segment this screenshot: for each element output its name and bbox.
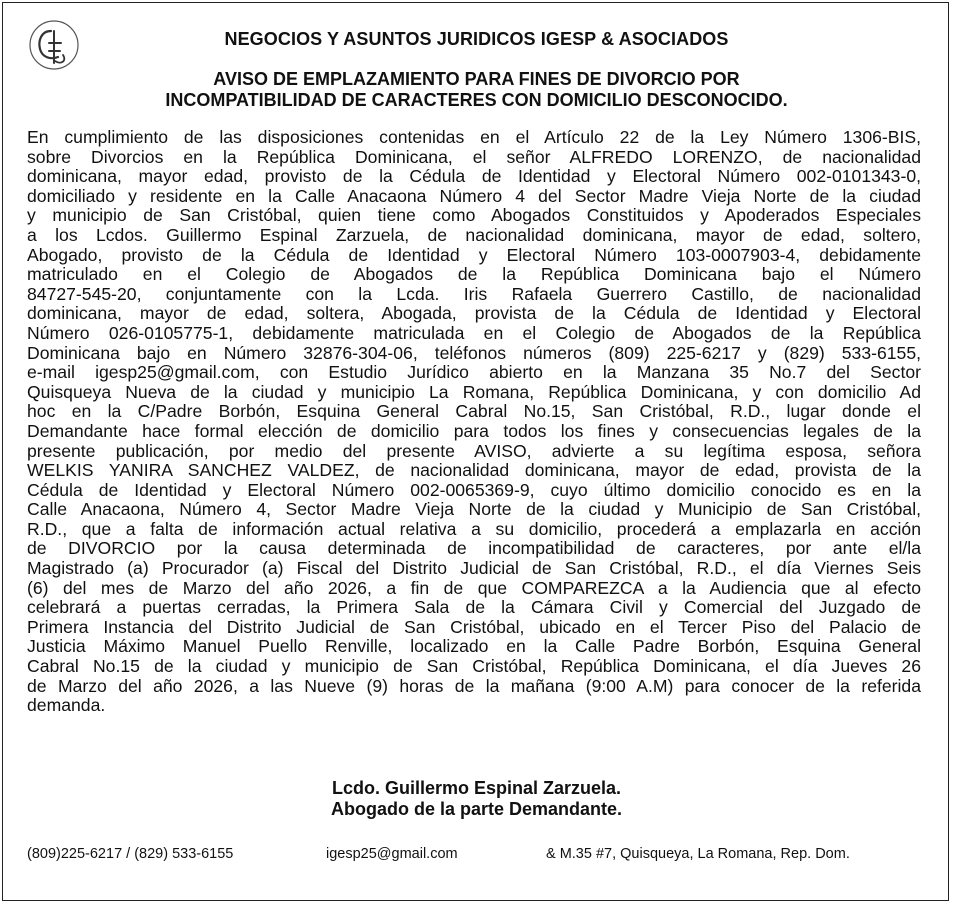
body-line: Número 026-0105775-1, debidamente matriculada en el Colegio de Abogados de la República [27, 322, 921, 343]
body-line: dominicana, mayor edad, provisto de la Cédula de Identidad y Electoral Número 002-0101343-0, [27, 166, 921, 187]
body-line: Dominicana bajo en Número 32876-304-06, teléfonos números (809) 225-6217 y (829) 533-6155, [27, 342, 921, 363]
body-line: Justicia Máximo Manuel Puello Renville, localizado en la Calle Padre Borbón, Esquina General [27, 636, 921, 657]
body-line: R.D., que a falta de información actual relativa a su domicilio, procederá a emplazarla en acción [27, 518, 921, 539]
body-line: Calle Anacaona, Número 4, Sector Madre Vieja Norte de la ciudad y Municipio de San Cristóbal, [27, 499, 921, 520]
notice-title [0, 69, 953, 111]
firm-name: NEGOCIOS Y ASUNTOS JURIDICOS IGESP & ASOCIADOS [224, 29, 729, 49]
body-line: Cédula de Identidad y Electoral Número 002-0065369-9, cuyo último domicilio conocido es en la [27, 479, 921, 500]
body-line: Demandante hace formal elección de domicilio para todos los fines y consecuencias legales de la [27, 420, 921, 441]
body-line: (6) del mes de Marzo del año 2026, a fin de que COMPAREZCA a la Audiencia que al efecto [27, 577, 921, 598]
body-line: celebrará a puertas cerradas, la Primera Sala de la Cámara Civil y Comercial del Juzgado de [27, 597, 921, 618]
footer-address: & M.35 #7, Quisqueya, La Romana, Rep. Dom. [546, 846, 850, 862]
body-line: Abogado, provisto de la Cédula de Identidad y Electoral Número 103-0007903-4, debidamente [27, 244, 921, 265]
body-line: y municipio de San Cristóbal, quien tiene como Abogados Constituidos y Apoderados Especiales [27, 205, 921, 226]
body-line: Cabral No.15 de la ciudad y municipio de San Cristóbal, República Dominicana, el día Jueves 26 [27, 656, 921, 677]
body-line: En cumplimiento de las disposiciones contenidas en el Artículo 22 de la Ley Número 1306-BIS, [27, 127, 921, 147]
notice-body [27, 128, 921, 716]
body-line: presente publicación, por medio del presente AVISO, advierte a su legítima esposa, señora [27, 440, 921, 461]
body-line: domiciliado y residente en la Calle Anacaona Número 4 del Sector Madre Vieja Norte de la ciudad [27, 185, 921, 206]
body-line: sobre Divorcios en la República Dominicana, el señor ALFREDO LORENZO, de nacionalidad [27, 146, 921, 167]
body-line: demanda. [27, 695, 106, 716]
body-line: hoc en la C/Padre Borbón, Esquina General Cabral No.15, San Cristóbal, R.D., lugar donde el [27, 401, 921, 422]
title-line: AVISO DE EMPLAZAMIENTO PARA FINES DE DIVORCIO POR [213, 69, 740, 89]
body-line: 84727-545-20, conjuntamente con la Lcda. Iris Rafaela Guerrero Castillo, de nacionalidad [27, 283, 921, 304]
body-line: Magistrado (a) Procurador (a) Fiscal del Distrito Judicial de San Cristóbal, R.D., el día Viernes Seis [27, 558, 921, 579]
body-line: dominicana, mayor de edad, soltera, Abogada, provista de la Cédula de Identidad y Electoral [27, 303, 921, 324]
body-line: Quisqueya Nueva de la ciudad y municipio La Romana, República Dominicana, y con domicilio Ad [27, 381, 921, 402]
body-line: e-mail igesp25@gmail.com, con Estudio Jurídico abierto en la Manzana 35 No.7 del Sector [27, 362, 921, 383]
body-line: WELKIS YANIRA SANCHEZ VALDEZ, de nacionalidad dominicana, mayor de edad, provista de la [27, 460, 921, 481]
body-line: a los Lcdos. Guillermo Espinal Zarzuela, de nacionalidad dominicana, mayor de edad, soltero, [27, 224, 921, 245]
signature-role: Abogado de la parte Demandante. [330, 799, 623, 819]
footer-email: igesp25@gmail.com [326, 846, 458, 862]
footer-phones: (809)225-6217 / (829) 533-6155 [27, 846, 234, 862]
body-line: de Marzo del año 2026, a las Nueve (9) horas de la mañana (9:00 A.M) para conocer de la referida [27, 675, 921, 696]
body-line: matriculado en el Colegio de Abogados de la República Dominicana bajo el Número [27, 264, 921, 285]
signature-block [0, 778, 953, 820]
body-line: Primera Instancia del Distrito Judicial de San Cristóbal, ubicado en el Tercer Piso del Palacio de [27, 616, 921, 637]
title-line: INCOMPATIBILIDAD DE CARACTERES CON DOMICILIO DESCONOCIDO. [165, 90, 788, 110]
body-line: de DIVORCIO por la causa determinada de incompatibilidad de caracteres, por ante el/la [27, 538, 921, 559]
signature-name: Lcdo. Guillermo Espinal Zarzuela. [331, 778, 622, 798]
